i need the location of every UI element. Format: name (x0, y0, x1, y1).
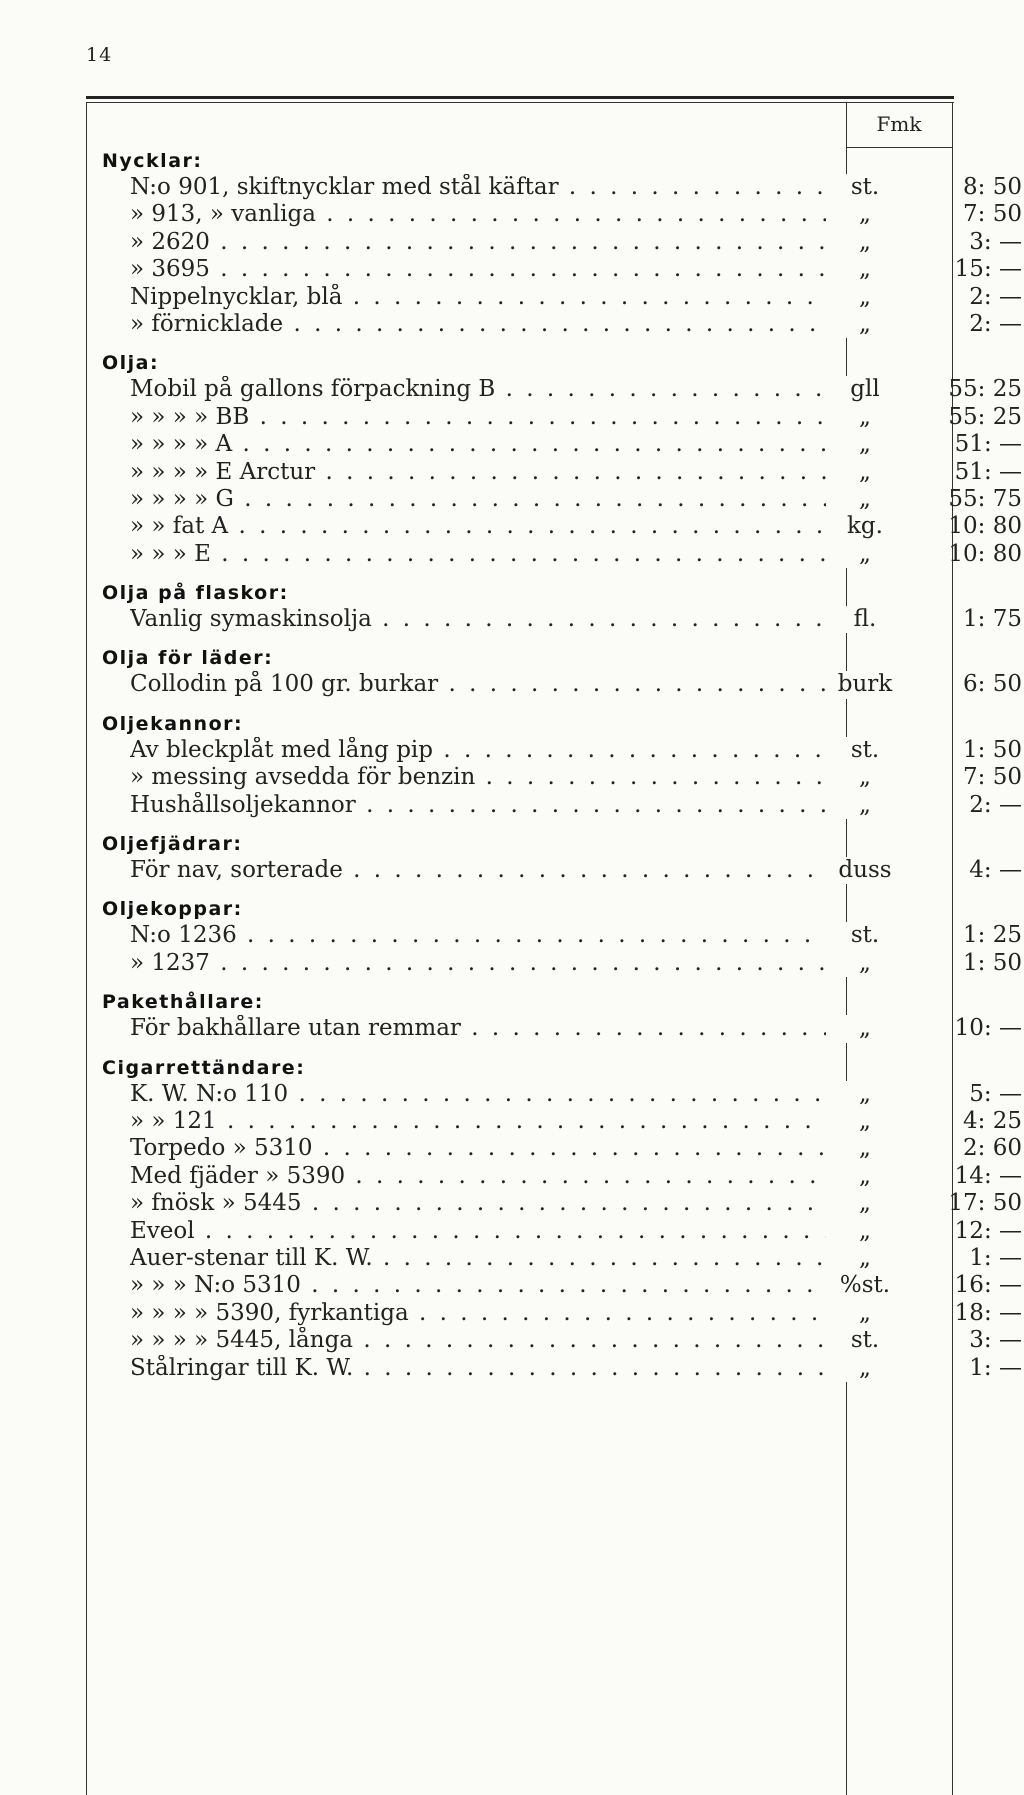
price-row (86, 1327, 1022, 1354)
item-price: 10: — (954, 1015, 1022, 1042)
item-price: 1: 75 (963, 606, 1022, 633)
price-row (86, 1162, 1022, 1190)
top-rule-thin (86, 102, 954, 103)
item-description: » 913, » vanliga . . . (130, 201, 826, 228)
price-row (86, 1354, 1022, 1382)
item-unit: fl. (826, 606, 904, 633)
item-description: » » » » A . . . (130, 431, 826, 458)
item-unit: „ (826, 486, 904, 513)
item-price: 55: 75 (948, 485, 1022, 512)
item-unit: burk (826, 671, 904, 698)
item-unit: duss (826, 857, 904, 884)
item-unit: „ (826, 284, 904, 311)
item-price: 17: 50 (948, 1190, 1022, 1217)
item-description: För nav, sorterade . . . (130, 857, 826, 884)
item-price: 6: 50 (963, 671, 1022, 698)
price-row (86, 764, 1022, 791)
category-heading: Oljekannor: (102, 712, 244, 735)
item-description: » förnicklade . . . (130, 311, 826, 338)
item-unit: „ (826, 459, 904, 486)
item-price: 2: — (969, 310, 1022, 337)
item-price: 1: — (969, 1354, 1022, 1381)
item-price: 2: — (969, 283, 1022, 310)
item-description: » 2620 . . . (130, 229, 826, 256)
item-unit: gll (826, 376, 904, 403)
price-row (86, 671, 1022, 698)
category-heading: Nycklar: (102, 150, 203, 172)
price-row (86, 431, 1022, 458)
item-price: 7: 50 (963, 201, 1022, 228)
item-price: 1: 25 (963, 922, 1022, 949)
item-unit: „ (826, 1355, 904, 1382)
item-price: 3: — (969, 1327, 1022, 1354)
item-unit: „ (826, 229, 904, 256)
item-price: 12: — (954, 1217, 1022, 1244)
item-price: 3: — (969, 228, 1022, 255)
item-description: Collodin på 100 gr. burkar . . . (130, 671, 826, 698)
item-unit: „ (826, 1108, 904, 1135)
item-description: N:o 901, skiftnycklar med stål käftar . . . (130, 174, 826, 201)
item-description: » » » » 5445, långa . . . (130, 1327, 826, 1354)
price-row (86, 1299, 1022, 1327)
item-unit: „ (826, 541, 904, 568)
item-unit: „ (826, 1015, 904, 1042)
item-description: Mobil på gallons förpackning B . . . (130, 376, 826, 403)
item-unit: „ (826, 1218, 904, 1245)
item-description: » fnösk » 5445 . . . (130, 1190, 826, 1217)
item-unit: „ (826, 792, 904, 819)
item-price: 10: 80 (948, 513, 1022, 540)
currency-header: Fmk (876, 112, 922, 136)
price-row (86, 403, 1022, 431)
price-row (86, 376, 1022, 403)
price-row (86, 228, 1022, 256)
item-unit: st. (826, 174, 904, 201)
item-description: » » » » G . . . (130, 486, 826, 513)
item-unit: „ (826, 950, 904, 977)
item-unit: st. (826, 922, 904, 949)
item-price: 10: 80 (948, 540, 1022, 567)
item-unit: „ (826, 311, 904, 338)
category-heading: Oljefjädrar: (102, 833, 243, 856)
item-description: Av bleckplåt med lång pip . . . (130, 737, 826, 764)
price-row (86, 1244, 1022, 1272)
item-unit: „ (826, 1081, 904, 1108)
item-unit: st. (826, 1327, 904, 1354)
item-price: 51: — (954, 431, 1022, 458)
item-price: 15: — (954, 256, 1022, 283)
price-row (86, 791, 1022, 819)
price-row (86, 1217, 1022, 1245)
price-row (86, 458, 1022, 486)
top-rule (86, 96, 954, 99)
price-row (86, 256, 1022, 283)
price-row (86, 513, 1022, 540)
page-number: 14 (86, 44, 113, 66)
item-description: » » » N:o 5310 . . . (130, 1272, 826, 1299)
item-description: Med fjäder » 5390 . . . (130, 1163, 826, 1190)
price-row (86, 1272, 1022, 1299)
category-heading: Cigarrettändare: (102, 1056, 306, 1079)
item-price: 14: — (954, 1162, 1022, 1189)
price-row (86, 949, 1022, 977)
item-description: » » » » BB . . . (130, 404, 826, 431)
item-unit: „ (826, 764, 904, 791)
item-description: N:o 1236 . . . (130, 922, 826, 949)
item-unit: „ (826, 256, 904, 283)
item-price: 55: 25 (948, 403, 1022, 430)
item-description: Nippelnycklar, blå . . . (130, 284, 826, 311)
item-price: 4: — (969, 857, 1022, 884)
item-price: 55: 25 (948, 376, 1022, 403)
item-unit: „ (826, 201, 904, 228)
item-price: 2: — (969, 791, 1022, 818)
item-price: 51: — (954, 458, 1022, 485)
item-price: 1: 50 (963, 736, 1022, 763)
price-row (86, 857, 1022, 884)
item-description: K. W. N:o 110 . . . (130, 1081, 826, 1108)
price-row (86, 310, 1022, 338)
category-heading: Olja på flaskor: (102, 582, 289, 605)
item-description: » messing avsedda för benzin . . . (130, 764, 826, 791)
item-description: » » » » 5390, fyrkantiga . . . (130, 1300, 826, 1327)
item-unit: kg. (826, 513, 904, 540)
item-unit: „ (826, 1163, 904, 1190)
item-price: 8: 50 (963, 174, 1022, 200)
item-unit: %st. (826, 1272, 904, 1299)
item-price: 7: 50 (963, 764, 1022, 791)
item-price: 1: — (969, 1244, 1022, 1271)
item-description: » » » E . . . (130, 541, 826, 568)
price-row (86, 606, 1022, 633)
item-unit: „ (826, 1135, 904, 1162)
price-list (86, 148, 1022, 1382)
price-row (86, 1107, 1022, 1135)
category-heading: Oljekoppar: (102, 898, 243, 921)
item-description: » » 121 . . . (130, 1108, 826, 1135)
item-description: » » » » E Arctur . . . (130, 459, 826, 486)
item-description: Torpedo » 5310 . . . (130, 1135, 826, 1162)
item-description: Auer-stenar till K. W. . . . (130, 1245, 826, 1272)
category-heading: Pakethållare: (102, 991, 264, 1014)
item-unit: st. (826, 737, 904, 764)
item-unit: „ (826, 1190, 904, 1217)
item-description: » 1237 . . . (130, 950, 826, 977)
item-description: » » fat A . . . (130, 513, 826, 540)
item-description: Vanlig symaskinsolja . . . (130, 606, 826, 633)
price-row (86, 922, 1022, 949)
price-row (86, 1190, 1022, 1217)
item-price: 2: 60 (963, 1135, 1022, 1162)
item-price: 4: 25 (963, 1107, 1022, 1134)
item-description: För bakhållare utan remmar . . . (130, 1015, 826, 1042)
item-description: Eveol . . . (130, 1218, 826, 1245)
price-row (86, 540, 1022, 568)
price-row (86, 201, 1022, 228)
category-heading: Olja för läder: (102, 647, 274, 670)
price-row (86, 174, 1022, 201)
item-price: 18: — (954, 1299, 1022, 1326)
item-unit: „ (826, 1245, 904, 1272)
item-price: 16: — (954, 1272, 1022, 1299)
price-row (86, 1080, 1022, 1108)
item-description: Stålringar till K. W. . . . (130, 1355, 826, 1382)
item-unit: „ (826, 1300, 904, 1327)
item-description: Hushållsoljekannor . . . (130, 792, 826, 819)
price-row (86, 283, 1022, 311)
category-heading: Olja: (102, 352, 160, 375)
price-row (86, 1015, 1022, 1042)
item-description: » 3695 . . . (130, 256, 826, 283)
price-row (86, 485, 1022, 513)
item-unit: „ (826, 431, 904, 458)
item-price: 5: — (969, 1080, 1022, 1107)
price-row (86, 1135, 1022, 1162)
price-row (86, 736, 1022, 764)
item-unit: „ (826, 404, 904, 431)
item-price: 1: 50 (963, 949, 1022, 976)
